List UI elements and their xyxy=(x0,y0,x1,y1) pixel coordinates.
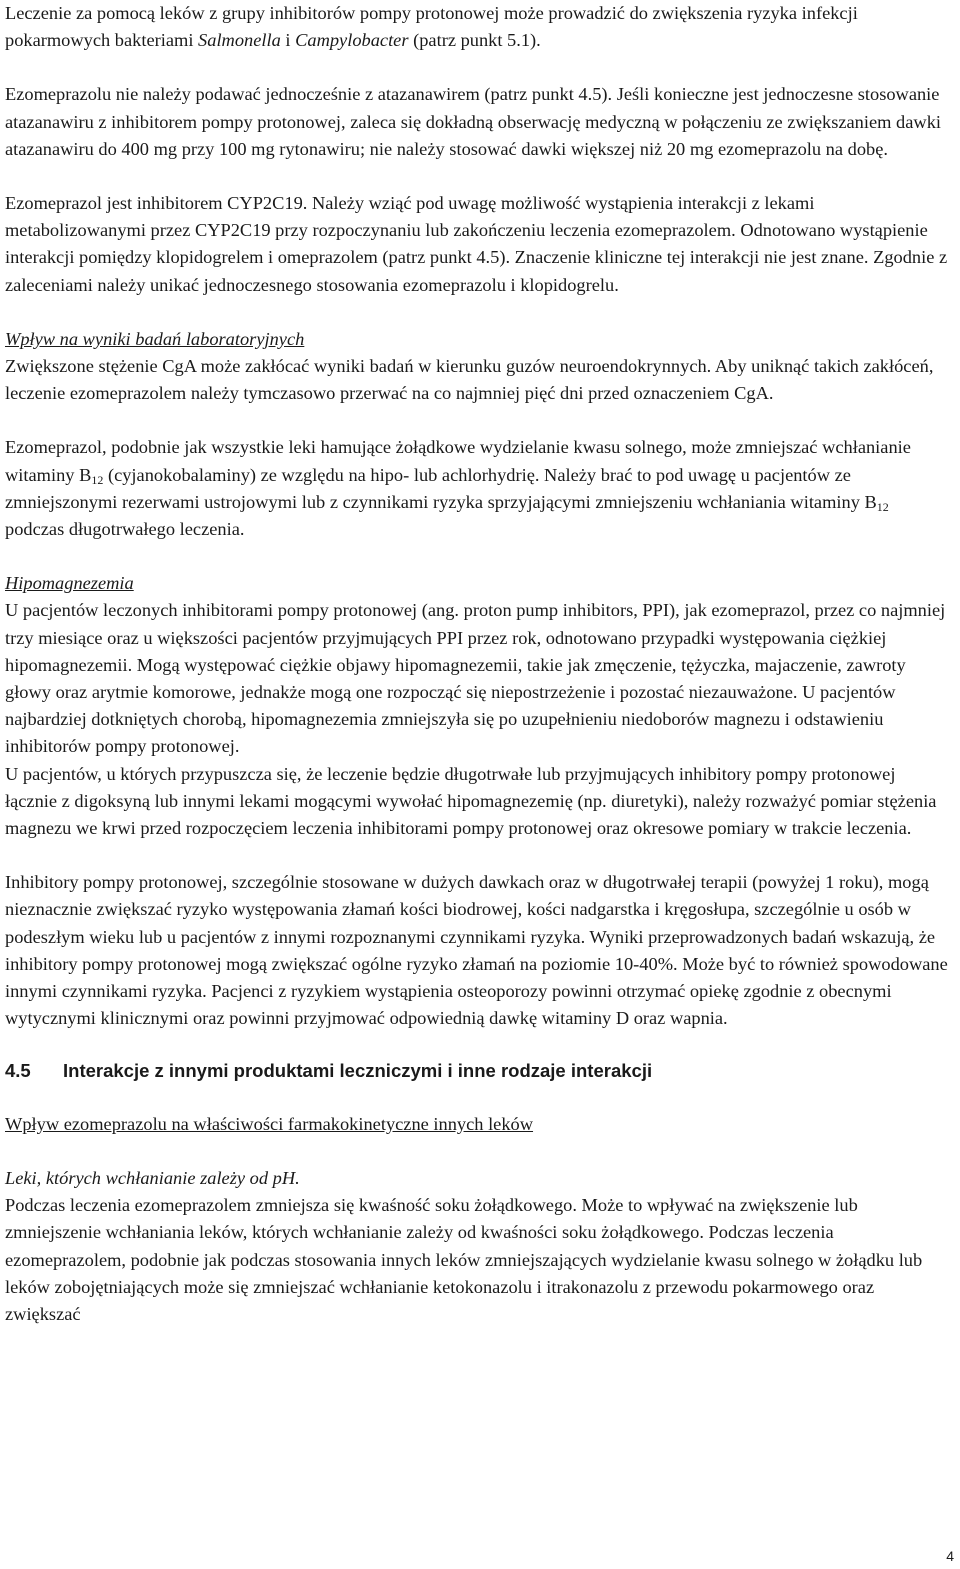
salmonella-term: Salmonella xyxy=(198,30,281,51)
paragraph-lab-tests: Zwiększone stężenie CgA może zakłócać wyniki badań w kierunku guzów neuroendokrynnych. Aby uniknąć takich zakłóceń, leczenie ezomeprazolem należy tymczasowo przerwać na co najmniej pięć dni przed oznaczeniem CgA. xyxy=(5,356,934,404)
page-number: 4 xyxy=(946,1548,954,1564)
paragraph-infections: Leczenie za pomocą leków z grupy inhibitorów pompy protonowej może prowadzić do zwiększenia ryzyka infekcji pokarmowych bakteriami Salmonella i Campylobacter (patrz punkt 5.1). xyxy=(5,3,858,51)
section-number: 4.5 xyxy=(5,1059,31,1081)
paragraph-atazanavir: Ezomeprazolu nie należy podawać jednocześnie z atazanawirem (patrz punkt 4.5). Jeśli konieczne jest jednoczesne stosowanie atazanawiru z inhibitorem pompy protonowej, zaleca się dokładną obserwację medyczną w połączeniu ze zwiększaniem dawki atazanawiru do 400 mg przy 100 mg rytonawiru; nie należy stosować dawki większej niż 20 mg ezomeprazolu na dobę. xyxy=(5,84,942,159)
paragraph-hypomagnesemia-1: U pacjentów leczonych inhibitorami pompy protonowej (ang. proton pump inhibitors, PPI), jak ezomeprazol, przez co najmniej trzy miesiące oraz u większości pacjentów przyjmujących PPI przez rok, odnotowano przypadki występowania ciężkiej hipomagnezemii. Mogą występować ciężkie objawy hipomagnezemii, takie jak zmęczenie, tężyczka, majaczenie, zawroty głowy oraz arytmie komorowe, jednakże mogą one rozpocząć się niepostrzeżenie i pozostać niezauważone. U pacjentów najbardziej dotkniętych chorobą, hipomagnezemia zmniejszyła się po uzupełnieniu niedoborów magnezu i odstawieniu inhibitorów pompy protonowej. xyxy=(5,600,946,757)
paragraph-cyp2c19: Ezomeprazol jest inhibitorem CYP2C19. Należy wziąć pod uwagę możliwość wystąpienia interakcji z lekami metabolizowanymi przez CYP2C19 przy rozpoczynaniu lub zakończeniu leczenia ezomeprazolem. Odnotowano wystąpienie interakcji pomiędzy klopidogrelem i omeprazolem (patrz punkt 4.5). Znaczenie kliniczne tej interakcji nie jest znane. Zgodnie z zaleceniami należy unikać jednoczesnego stosowania ezomeprazolu i klopidogrelu. xyxy=(5,193,948,295)
paragraph-ph-dependent: Podczas leczenia ezomeprazolem zmniejsza się kwaśność soku żołądkowego. Może to wpływać na zwiększenie lub zmniejszenie wchłaniania leków, których wchłanianie zależy od kwaśności soku żołądkowego. Podczas leczenia ezomeprazolem, podobnie jak podczas stosowania innych leków zmniejszających wydzielanie kwasu solnego w żołądku lub leków zobojętniających może się zmniejszać wchłanianie ketokonazolu i itrakonazolu z przewodu pokarmowego oraz zwiększać xyxy=(5,1195,923,1324)
paragraph-vitamin-b12: Ezomeprazol, podobnie jak wszystkie leki hamujące żołądkowe wydzielanie kwasu solnego, może zmniejszać wchłanianie witaminy $B_{12}$ (cyjanokobalaminy) ze względu na hipo- lub achlorhydrię. Należy brać to pod uwagę u pacjentów ze zmniejszonymi rezerwami ustrojowymi lub z czynnikami ryzyka sprzyjającymi zmniejszeniu wchłaniania witaminy $B_{12}$ podczas długotrwałego leczenia. xyxy=(5,437,911,540)
subheading-hypomagnesemia: Hipomagnezemia xyxy=(5,573,134,594)
campylobacter-term: Campylobacter xyxy=(295,30,409,51)
paragraph-hypomagnesemia-2: U pacjentów, u których przypuszcza się, że leczenie będzie długotrwałe lub przyjmujących inhibitory pompy protonowej łącznie z digoksyną lub innymi lekami mogącymi wywołać hipomagnezemię (np. diuretyki), należy rozważyć pomiar stężenia magnezu we krwi przed rozpoczęciem leczenia inhibitorami pompy protonowej oraz okresowe pomiary w trakcie leczenia. xyxy=(5,763,937,839)
document-page xyxy=(5,0,950,1328)
subheading-pharmacokinetics: Wpływ ezomeprazolu na właściwości farmakokinetyczne innych leków xyxy=(5,1113,534,1134)
subheading-ph-dependent: Leki, których wchłanianie zależy od pH. xyxy=(5,1167,300,1188)
paragraph-fractures: Inhibitory pompy protonowej, szczególnie stosowane w dużych dawkach oraz w długotrwałej terapii (powyżej 1 roku), mogą nieznacznie zwiększać ryzyko występowania złamań kości biodrowej, kości nadgarstka i kręgosłupa, szczególnie u osób w podeszłym wieku lub u pacjentów z innymi rozpoznanymi czynnikami ryzyka. Wyniki przeprowadzonych badań wskazują, że inhibitory pompy protonowej mogą zwiększać ogólne ryzyko złamań na poziomie 10-40%. Może być to również spowodowane innymi czynnikami ryzyka. Pacjenci z ryzykiem wystąpienia osteoporozy powinni otrzymać opiekę zgodnie z obecnymi wytycznymi klinicznymi oraz powinni przyjmować odpowiednią dawkę witaminy D oraz wapnia. xyxy=(5,872,948,1029)
section-heading-4-5 xyxy=(5,1057,950,1084)
subheading-lab-tests: Wpływ na wyniki badań laboratoryjnych xyxy=(5,328,305,349)
section-title: Interakcje z innymi produktami leczniczymi i inne rodzaje interakcji xyxy=(63,1059,653,1081)
